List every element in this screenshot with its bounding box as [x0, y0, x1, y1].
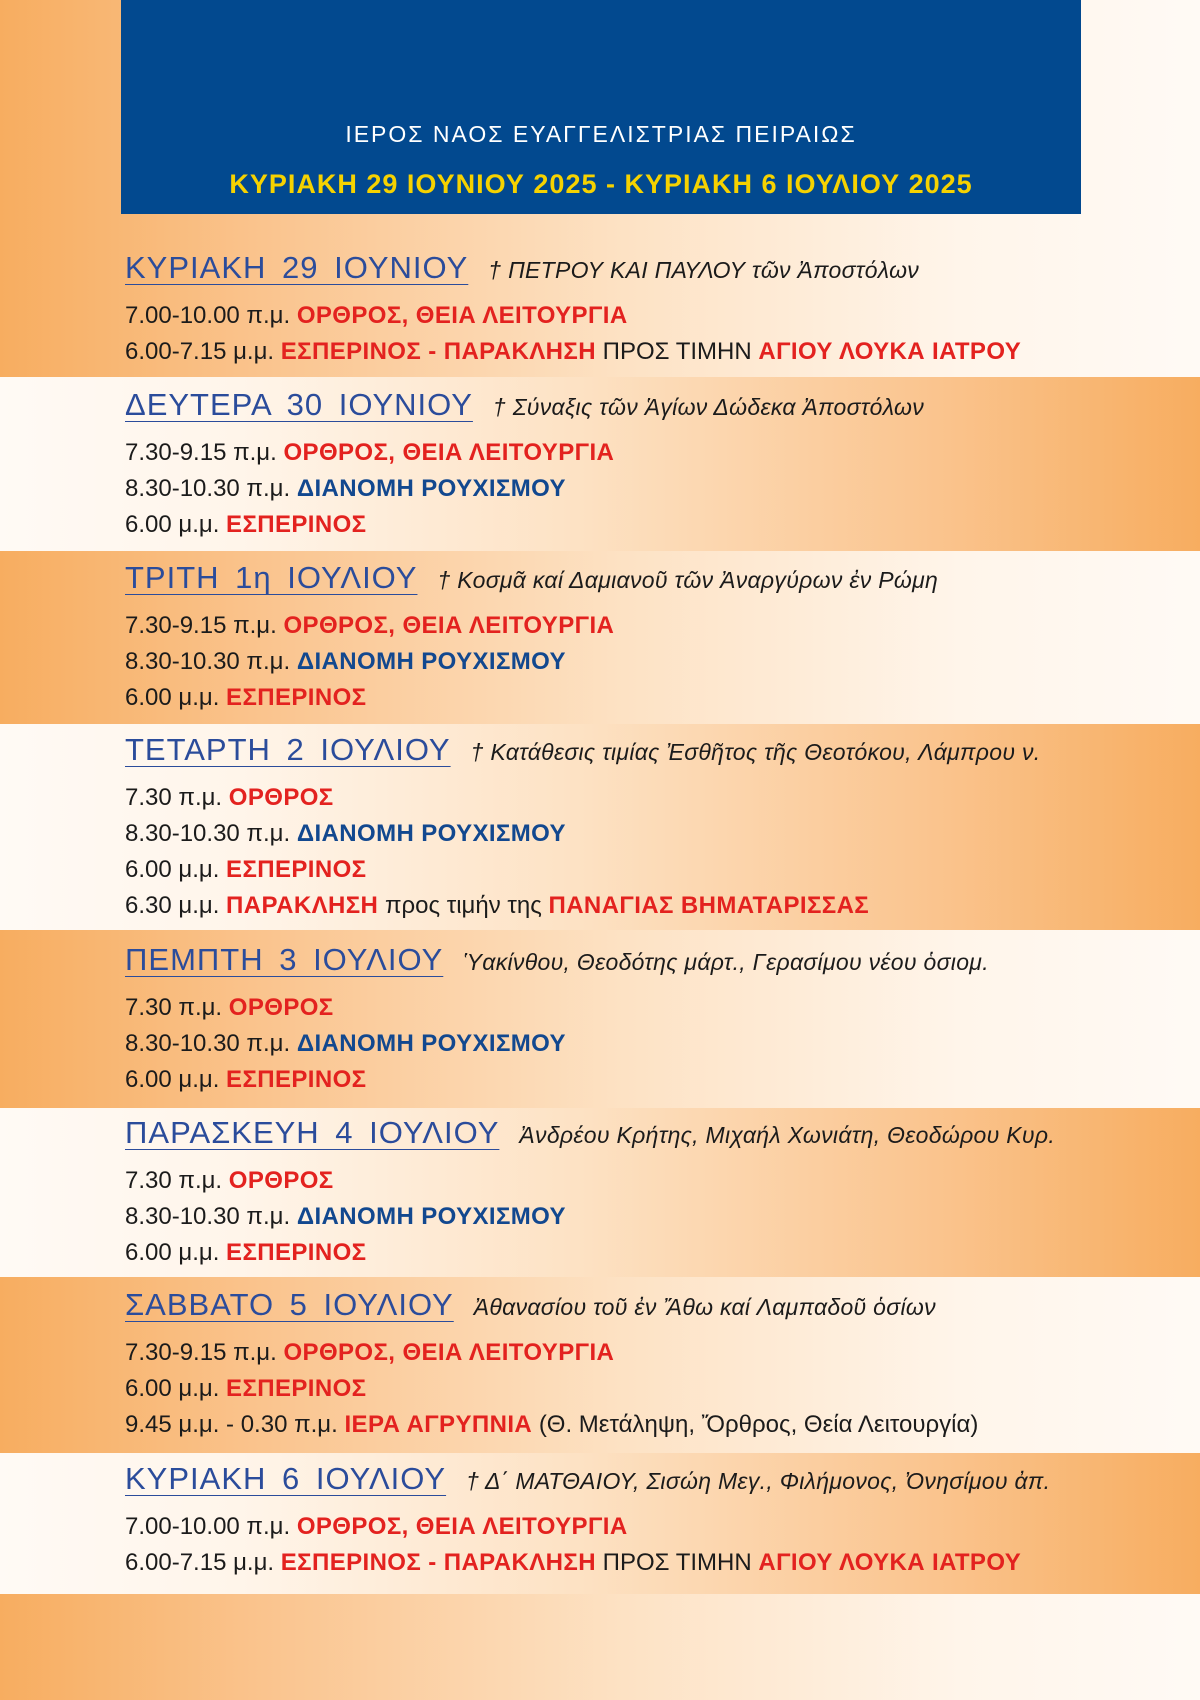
service-time: 6.00 μ.μ.	[125, 1239, 220, 1266]
schedule-line	[125, 1062, 1185, 1098]
day-section	[125, 730, 1185, 924]
schedule-line	[125, 1026, 1185, 1062]
service-time: 6.00 μ.μ.	[125, 511, 220, 538]
feast-text: Ἀνδρέου Κρήτης, Μιχαήλ Χωνιάτη, Θεοδώρου Κυρ.	[519, 1122, 1056, 1148]
service-name: ΟΡΘΡΟΣ	[228, 784, 334, 811]
feast-text: Ὑακίνθου, Θεοδότης μάρτ., Γερασίμου νέου ὁσιομ.	[463, 949, 989, 975]
service-time: 8.30-10.30 π.μ.	[125, 820, 291, 847]
feast-text: † Κοσμᾶ καί Δαμιανοῦ τῶν Ἀναργύρων ἐν Ρώμη	[437, 567, 939, 593]
feast-text: † Κατάθεσις τιμίας Ἐσθῆτος τῆς Θεοτόκου, Λάμπρου ν.	[470, 739, 1041, 765]
service-name: ΟΡΘΡΟΣ, ΘΕΙΑ ΛΕΙΤΟΥΡΓΙΑ	[296, 1513, 628, 1540]
service-time: 8.30-10.30 π.μ.	[125, 648, 291, 675]
service-time: 6.00 μ.μ.	[125, 1066, 220, 1093]
day-section	[125, 1285, 1185, 1443]
feast-text: † Σύναξις τῶν Ἁγίων Δώδεκα Ἀποστόλων	[492, 394, 925, 420]
schedule-line	[125, 435, 1185, 471]
schedule-line	[125, 1335, 1185, 1371]
service-time: 6.30 μ.μ.	[125, 892, 220, 919]
clothing-distribution-label: ΔΙΑΝΟΜΗ ΡΟΥΧΙΣΜΟΥ	[296, 820, 566, 847]
schedule-line	[125, 852, 1185, 888]
service-name: ΟΡΘΡΟΣ, ΘΕΙΑ ΛΕΙΤΟΥΡΓΙΑ	[283, 439, 615, 466]
service-name: ΟΡΘΡΟΣ	[228, 994, 334, 1021]
service-dedication: ΑΓΙΟΥ ΛΟΥΚΑ ΙΑΤΡΟΥ	[758, 338, 1022, 365]
day-heading: ΤΕΤΑΡΤΗ 2 ΙΟΥΛΙΟΥ	[125, 732, 451, 767]
schedule-line	[125, 608, 1185, 644]
schedule-line	[125, 990, 1185, 1026]
day-section	[125, 1459, 1185, 1581]
clothing-distribution-label: ΔΙΑΝΟΜΗ ΡΟΥΧΙΣΜΟΥ	[296, 1030, 566, 1057]
service-dedication: ΠΑΝΑΓΙΑΣ ΒΗΜΑΤΑΡΙΣΣΑΣ	[548, 892, 870, 919]
service-name: ΟΡΘΡΟΣ	[228, 1167, 334, 1194]
service-note: ΠΡΟΣ ΤΙΜΗΝ	[602, 338, 752, 365]
day-section	[125, 940, 1185, 1098]
day-heading: ΔΕΥΤΕΡΑ 30 ΙΟΥΝΙΟΥ	[125, 387, 473, 422]
service-name: ΕΣΠΕΡΙΝΟΣ	[226, 1375, 367, 1402]
schedule-line	[125, 644, 1185, 680]
service-time: 6.00-7.15 μ.μ.	[125, 1549, 275, 1576]
service-time: 7.30-9.15 π.μ.	[125, 439, 277, 466]
service-dedication: ΑΓΙΟΥ ΛΟΥΚΑ ΙΑΤΡΟΥ	[758, 1549, 1022, 1576]
schedule-line	[125, 1199, 1185, 1235]
service-time: 6.00 μ.μ.	[125, 1375, 220, 1402]
schedule-line	[125, 780, 1185, 816]
service-time: 8.30-10.30 π.μ.	[125, 1030, 291, 1057]
feast-text: † Δ΄ ΜΑΤΘΑΙΟΥ, Σισώη Μεγ., Φιλήμονος, Ὀνησίμου ἀπ.	[466, 1468, 1051, 1494]
day-section	[125, 385, 1185, 543]
service-time: 7.00-10.00 π.μ.	[125, 1513, 291, 1540]
church-name: ΙΕΡΟΣ ΝΑΟΣ ΕΥΑΓΓΕΛΙΣΤΡΙΑΣ ΠΕΙΡΑΙΩΣ	[345, 121, 857, 147]
day-heading: ΠΑΡΑΣΚΕΥΗ 4 ΙΟΥΛΙΟΥ	[125, 1115, 500, 1150]
schedule-line	[125, 1545, 1185, 1581]
header-box	[121, 0, 1081, 214]
service-time: 6.00-7.15 μ.μ.	[125, 338, 275, 365]
schedule-line	[125, 888, 1185, 924]
day-header	[125, 558, 1185, 598]
schedule-line	[125, 334, 1185, 370]
service-time: 7.30 π.μ.	[125, 1167, 223, 1194]
service-time: 8.30-10.30 π.μ.	[125, 1203, 291, 1230]
day-section	[125, 248, 1185, 370]
day-header	[125, 940, 1185, 980]
schedule-line	[125, 816, 1185, 852]
day-heading: ΤΡΙΤΗ 1η ΙΟΥΛΙΟΥ	[125, 560, 418, 595]
service-name: ΟΡΘΡΟΣ, ΘΕΙΑ ΛΕΙΤΟΥΡΓΙΑ	[296, 302, 628, 329]
schedule-line	[125, 507, 1185, 543]
service-time: 7.00-10.00 π.μ.	[125, 302, 291, 329]
schedule-line	[125, 1163, 1185, 1199]
day-heading: ΚΥΡΙΑΚΗ 6 ΙΟΥΛΙΟΥ	[125, 1461, 447, 1496]
date-range: ΚΥΡΙΑΚΗ 29 ΙΟΥΝΙΟΥ 2025 - ΚΥΡΙΑΚΗ 6 ΙΟΥΛΙΟΥ 2025	[229, 169, 973, 199]
schedule-line	[125, 1509, 1185, 1545]
schedule-line	[125, 298, 1185, 334]
service-note: ΠΡΟΣ ΤΙΜΗΝ	[602, 1549, 752, 1576]
service-name: ΕΣΠΕΡΙΝΟΣ	[226, 1066, 367, 1093]
background-band	[0, 1594, 1200, 1700]
service-name: ΕΣΠΕΡΙΝΟΣ - ΠΑΡΑΚΛΗΣΗ	[280, 338, 596, 365]
clothing-distribution-label: ΔΙΑΝΟΜΗ ΡΟΥΧΙΣΜΟΥ	[296, 475, 566, 502]
clothing-distribution-label: ΔΙΑΝΟΜΗ ΡΟΥΧΙΣΜΟΥ	[296, 648, 566, 675]
service-name: ΟΡΘΡΟΣ, ΘΕΙΑ ΛΕΙΤΟΥΡΓΙΑ	[283, 1339, 615, 1366]
service-time: 8.30-10.30 π.μ.	[125, 475, 291, 502]
clothing-distribution-label: ΔΙΑΝΟΜΗ ΡΟΥΧΙΣΜΟΥ	[296, 1203, 566, 1230]
service-time: 7.30-9.15 π.μ.	[125, 612, 277, 639]
service-time: 6.00 μ.μ.	[125, 684, 220, 711]
day-heading: ΣΑΒΒΑΤΟ 5 ΙΟΥΛΙΟΥ	[125, 1287, 454, 1322]
feast-text: † ΠΕΤΡΟΥ ΚΑΙ ΠΑΥΛΟΥ τῶν Ἀποστόλων	[488, 257, 920, 283]
schedule-line	[125, 1235, 1185, 1271]
service-time: 9.45 μ.μ. - 0.30 π.μ.	[125, 1411, 338, 1438]
service-name: ΕΣΠΕΡΙΝΟΣ	[226, 856, 367, 883]
day-section	[125, 558, 1185, 716]
day-header	[125, 1285, 1185, 1325]
schedule-line	[125, 1407, 1185, 1443]
service-name: ΕΣΠΕΡΙΝΟΣ	[226, 1239, 367, 1266]
feast-text: Ἀθανασίου τοῦ ἐν Ἄθω καί Λαμπαδοῦ ὁσίων	[473, 1294, 936, 1320]
service-name: ΕΣΠΕΡΙΝΟΣ	[226, 684, 367, 711]
day-heading: ΠΕΜΠΤΗ 3 ΙΟΥΛΙΟΥ	[125, 942, 444, 977]
service-name: ΠΑΡΑΚΛΗΣΗ	[226, 892, 379, 919]
service-name: ΕΣΠΕΡΙΝΟΣ - ΠΑΡΑΚΛΗΣΗ	[280, 1549, 596, 1576]
day-heading: ΚΥΡΙΑΚΗ 29 ΙΟΥΝΙΟΥ	[125, 250, 469, 285]
service-name: ΙΕΡΑ ΑΓΡΥΠΝΙΑ	[344, 1411, 533, 1438]
service-time: 7.30 π.μ.	[125, 994, 223, 1021]
day-header	[125, 1459, 1185, 1499]
service-time: 7.30-9.15 π.μ.	[125, 1339, 277, 1366]
schedule-line	[125, 680, 1185, 716]
service-time: 7.30 π.μ.	[125, 784, 223, 811]
service-time: 6.00 μ.μ.	[125, 856, 220, 883]
schedule-line	[125, 471, 1185, 507]
day-header	[125, 385, 1185, 425]
service-note: προς τιμήν της	[384, 892, 542, 919]
day-header	[125, 1113, 1185, 1153]
service-note: (Θ. Μετάληψη, Ὄρθρος, Θεία Λειτουργία)	[538, 1411, 979, 1438]
day-header	[125, 248, 1185, 288]
service-name: ΟΡΘΡΟΣ, ΘΕΙΑ ΛΕΙΤΟΥΡΓΙΑ	[283, 612, 615, 639]
day-header	[125, 730, 1185, 770]
schedule-line	[125, 1371, 1185, 1407]
service-name: ΕΣΠΕΡΙΝΟΣ	[226, 511, 367, 538]
day-section	[125, 1113, 1185, 1271]
